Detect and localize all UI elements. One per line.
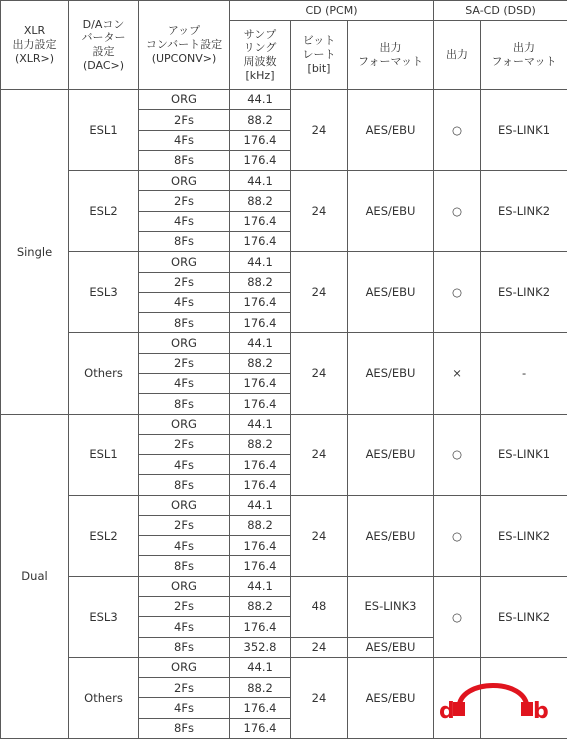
header-sampling: サンプ リング 周波数 [kHz]: [230, 21, 291, 90]
sampling-rate-cell: 176.4: [230, 617, 291, 637]
logo-left-cup: [453, 702, 465, 716]
sampling-rate-cell: 88.2: [230, 515, 291, 535]
sampling-rate-cell: 176.4: [230, 536, 291, 556]
upconv-cell: 8Fs: [139, 718, 230, 738]
dac-setting-cell: Others: [69, 333, 139, 414]
upconv-cell: 2Fs: [139, 434, 230, 454]
upconv-cell: 2Fs: [139, 678, 230, 698]
sacd-format-cell: ES-LINK1: [481, 414, 567, 495]
dac-setting-cell: ESL3: [69, 576, 139, 657]
upconv-cell: 2Fs: [139, 515, 230, 535]
sacd-format-cell: ES-LINK1: [481, 90, 567, 171]
upconv-cell: 8Fs: [139, 556, 230, 576]
sampling-rate-cell: 176.4: [230, 150, 291, 170]
upconv-cell: 4Fs: [139, 373, 230, 393]
sampling-rate-cell: 44.1: [230, 414, 291, 434]
table-row: [1, 333, 567, 353]
header-cd-group: CD (PCM): [230, 1, 434, 21]
sampling-rate-cell: 88.2: [230, 353, 291, 373]
logo-letter-d: d: [439, 699, 455, 724]
upconv-cell: 8Fs: [139, 231, 230, 251]
sampling-rate-cell: 88.2: [230, 110, 291, 130]
header-dac: D/Aコン バーター 設定 (DAC>): [69, 1, 139, 90]
sampling-rate-cell: 176.4: [230, 394, 291, 414]
xlr-setting-cell: Single: [1, 90, 69, 415]
table-row: [1, 90, 567, 110]
upconv-cell: ORG: [139, 576, 230, 596]
upconv-cell: 8Fs: [139, 394, 230, 414]
sampling-rate-cell: 88.2: [230, 191, 291, 211]
table-row: [1, 576, 567, 596]
cd-format-cell: ES-LINK3: [348, 576, 434, 637]
upconv-cell: ORG: [139, 252, 230, 272]
dac-setting-cell: ESL3: [69, 252, 139, 333]
sampling-rate-cell: 176.4: [230, 211, 291, 231]
upconv-cell: ORG: [139, 90, 230, 110]
sampling-rate-cell: 44.1: [230, 657, 291, 677]
watermark-logo: [437, 672, 549, 724]
bit-rate-cell: 24: [291, 657, 348, 738]
logo-right-cup: [521, 702, 533, 716]
sampling-rate-cell: 44.1: [230, 171, 291, 191]
bit-rate-cell: 24: [291, 90, 348, 171]
header-cd-format: 出力 フォーマット: [348, 21, 434, 90]
sampling-rate-cell: 44.1: [230, 576, 291, 596]
sampling-rate-cell: 352.8: [230, 637, 291, 657]
header-sacd-group: SA-CD (DSD): [434, 1, 567, 21]
cd-format-cell: AES/EBU: [348, 414, 434, 495]
sacd-output-cell: ○: [434, 90, 481, 171]
sacd-format-cell: -: [481, 333, 567, 414]
sacd-output-cell: ○: [434, 495, 481, 576]
cd-format-cell: AES/EBU: [348, 90, 434, 171]
bit-rate-cell: 24: [291, 252, 348, 333]
dac-setting-cell: ESL1: [69, 90, 139, 171]
sampling-rate-cell: 44.1: [230, 90, 291, 110]
bit-rate-cell: 24: [291, 495, 348, 576]
header-bitrate: ビット レート [bit]: [291, 21, 348, 90]
upconv-cell: 8Fs: [139, 475, 230, 495]
bit-rate-cell: 24: [291, 637, 348, 657]
sampling-rate-cell: 176.4: [230, 313, 291, 333]
sampling-rate-cell: 176.4: [230, 698, 291, 718]
sampling-rate-cell: 176.4: [230, 556, 291, 576]
sampling-rate-cell: 176.4: [230, 718, 291, 738]
sampling-rate-cell: 88.2: [230, 597, 291, 617]
sacd-output-cell: ○: [434, 414, 481, 495]
cd-format-cell: AES/EBU: [348, 333, 434, 414]
upconv-cell: 4Fs: [139, 698, 230, 718]
upconv-cell: 8Fs: [139, 637, 230, 657]
upconv-cell: 4Fs: [139, 292, 230, 312]
sacd-format-cell: ES-LINK2: [481, 495, 567, 576]
upconv-cell: ORG: [139, 414, 230, 434]
cd-format-cell: AES/EBU: [348, 657, 434, 738]
upconv-cell: ORG: [139, 657, 230, 677]
upconv-cell: 2Fs: [139, 272, 230, 292]
upconv-cell: 4Fs: [139, 211, 230, 231]
upconv-cell: 2Fs: [139, 353, 230, 373]
sampling-rate-cell: 176.4: [230, 292, 291, 312]
header-sacd-output: 出力: [434, 21, 481, 90]
bit-rate-cell: 24: [291, 171, 348, 252]
upconv-cell: 2Fs: [139, 191, 230, 211]
sacd-output-cell: ○: [434, 576, 481, 657]
upconv-cell: 2Fs: [139, 110, 230, 130]
upconv-cell: ORG: [139, 171, 230, 191]
sampling-rate-cell: 176.4: [230, 231, 291, 251]
bit-rate-cell: 48: [291, 576, 348, 637]
bit-rate-cell: 24: [291, 333, 348, 414]
upconv-cell: 4Fs: [139, 617, 230, 637]
upconv-cell: ORG: [139, 495, 230, 515]
sampling-rate-cell: 88.2: [230, 434, 291, 454]
sampling-rate-cell: 88.2: [230, 272, 291, 292]
cd-format-cell: AES/EBU: [348, 495, 434, 576]
header-sacd-format: 出力 フォーマット: [481, 21, 567, 90]
upconv-cell: 8Fs: [139, 150, 230, 170]
cd-format-cell: AES/EBU: [348, 252, 434, 333]
logo-arc: [459, 686, 527, 709]
sacd-output-cell: ○: [434, 252, 481, 333]
sampling-rate-cell: 44.1: [230, 252, 291, 272]
upconv-cell: 8Fs: [139, 313, 230, 333]
sacd-format-cell: ES-LINK2: [481, 252, 567, 333]
dac-setting-cell: Others: [69, 657, 139, 738]
cd-format-cell: AES/EBU: [348, 637, 434, 657]
upconv-cell: 4Fs: [139, 536, 230, 556]
sampling-rate-cell: 176.4: [230, 130, 291, 150]
sampling-rate-cell: 176.4: [230, 475, 291, 495]
sacd-output-cell: ×: [434, 333, 481, 414]
header-upconv: アップ コンバート設定 (UPCONV>): [139, 1, 230, 90]
logo-letter-b: b: [533, 699, 549, 724]
upconv-cell: 4Fs: [139, 455, 230, 475]
table-row: [1, 414, 567, 434]
upconv-cell: ORG: [139, 333, 230, 353]
sampling-rate-cell: 176.4: [230, 373, 291, 393]
dac-setting-cell: ESL2: [69, 171, 139, 252]
dac-setting-cell: ESL2: [69, 495, 139, 576]
bit-rate-cell: 24: [291, 414, 348, 495]
table-row: [1, 171, 567, 191]
sampling-rate-cell: 44.1: [230, 495, 291, 515]
sacd-format-cell: ES-LINK2: [481, 576, 567, 657]
sacd-output-cell: ○: [434, 171, 481, 252]
sampling-rate-cell: 176.4: [230, 455, 291, 475]
sacd-format-cell: ES-LINK2: [481, 171, 567, 252]
table-row: [1, 495, 567, 515]
cd-format-cell: AES/EBU: [348, 171, 434, 252]
table-body: [1, 90, 567, 739]
xlr-setting-cell: Dual: [1, 414, 69, 739]
sampling-rate-cell: 44.1: [230, 333, 291, 353]
upconv-cell: 4Fs: [139, 130, 230, 150]
table-row: [1, 252, 567, 272]
table-header: [1, 1, 567, 90]
header-xlr: XLR 出力設定 (XLR>): [1, 1, 69, 90]
sampling-rate-cell: 88.2: [230, 678, 291, 698]
upconv-cell: 2Fs: [139, 597, 230, 617]
dac-setting-cell: ESL1: [69, 414, 139, 495]
